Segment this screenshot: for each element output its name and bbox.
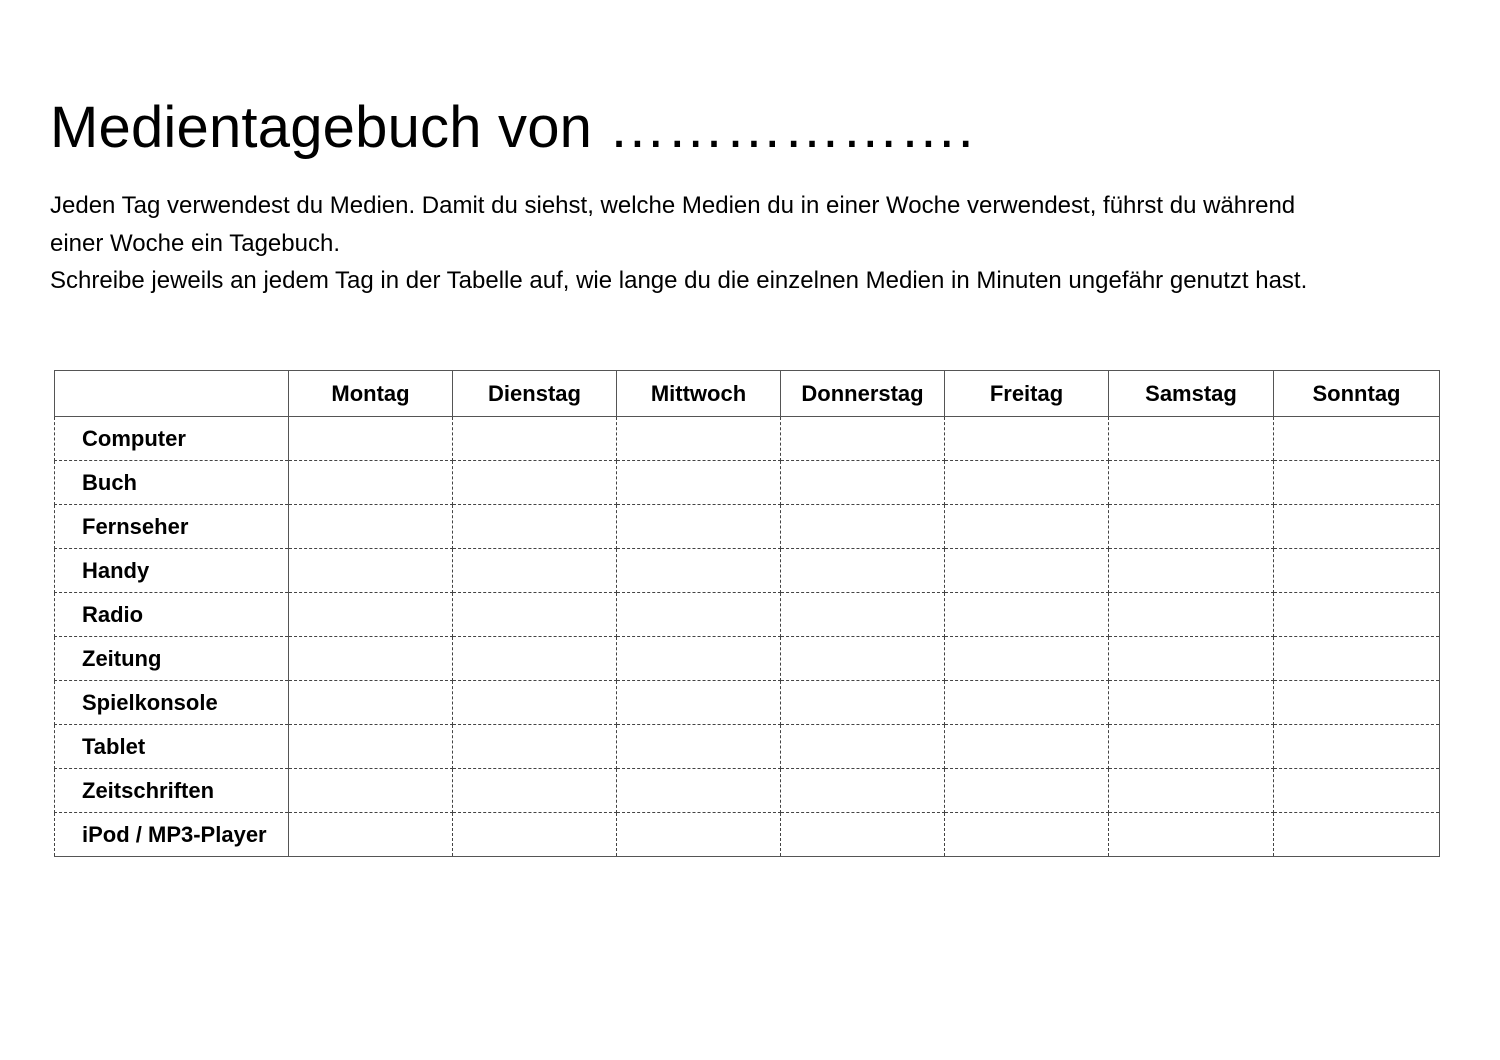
entry-cell-wednesday[interactable] — [617, 769, 781, 813]
entry-cell-thursday[interactable] — [781, 681, 945, 725]
entry-cell-sunday[interactable] — [1274, 725, 1440, 769]
entry-cell-tuesday[interactable] — [453, 637, 617, 681]
medium-label: Tablet — [55, 725, 289, 769]
entry-cell-saturday[interactable] — [1109, 505, 1274, 549]
instructions — [50, 187, 1470, 300]
table-row — [55, 725, 1440, 769]
entry-cell-saturday[interactable] — [1109, 769, 1274, 813]
header-corner-cell — [55, 371, 289, 417]
entry-cell-sunday[interactable] — [1274, 769, 1440, 813]
entry-cell-sunday[interactable] — [1274, 417, 1440, 461]
entry-cell-saturday[interactable] — [1109, 461, 1274, 505]
medium-label: Buch — [55, 461, 289, 505]
entry-cell-tuesday[interactable] — [453, 417, 617, 461]
table-row — [55, 549, 1440, 593]
entry-cell-tuesday[interactable] — [453, 725, 617, 769]
header-day-wednesday: Mittwoch — [617, 371, 781, 417]
entry-cell-thursday[interactable] — [781, 637, 945, 681]
table-row — [55, 813, 1440, 857]
document-title: Medientagebuch von ………………. — [50, 95, 974, 160]
entry-cell-saturday[interactable] — [1109, 593, 1274, 637]
entry-cell-sunday[interactable] — [1274, 461, 1440, 505]
table-row — [55, 461, 1440, 505]
entry-cell-thursday[interactable] — [781, 725, 945, 769]
entry-cell-friday[interactable] — [945, 417, 1109, 461]
entry-cell-friday[interactable] — [945, 769, 1109, 813]
entry-cell-wednesday[interactable] — [617, 505, 781, 549]
medium-label: Handy — [55, 549, 289, 593]
entry-cell-tuesday[interactable] — [453, 505, 617, 549]
medium-label: Zeitschriften — [55, 769, 289, 813]
media-diary-table — [54, 370, 1440, 857]
entry-cell-friday[interactable] — [945, 549, 1109, 593]
entry-cell-wednesday[interactable] — [617, 637, 781, 681]
entry-cell-thursday[interactable] — [781, 549, 945, 593]
entry-cell-tuesday[interactable] — [453, 813, 617, 857]
header-day-friday: Freitag — [945, 371, 1109, 417]
entry-cell-sunday[interactable] — [1274, 681, 1440, 725]
entry-cell-wednesday[interactable] — [617, 681, 781, 725]
entry-cell-saturday[interactable] — [1109, 813, 1274, 857]
entry-cell-sunday[interactable] — [1274, 549, 1440, 593]
entry-cell-saturday[interactable] — [1109, 681, 1274, 725]
entry-cell-saturday[interactable] — [1109, 549, 1274, 593]
medium-label: Radio — [55, 593, 289, 637]
medium-label: Zeitung — [55, 637, 289, 681]
instruction-line: einer Woche ein Tagebuch. — [50, 229, 340, 257]
table-row — [55, 505, 1440, 549]
header-day-tuesday: Dienstag — [453, 371, 617, 417]
entry-cell-wednesday[interactable] — [617, 417, 781, 461]
entry-cell-sunday[interactable] — [1274, 593, 1440, 637]
table-row — [55, 769, 1440, 813]
entry-cell-friday[interactable] — [945, 461, 1109, 505]
entry-cell-monday[interactable] — [289, 813, 453, 857]
entry-cell-friday[interactable] — [945, 637, 1109, 681]
entry-cell-wednesday[interactable] — [617, 593, 781, 637]
entry-cell-thursday[interactable] — [781, 417, 945, 461]
entry-cell-wednesday[interactable] — [617, 549, 781, 593]
entry-cell-monday[interactable] — [289, 769, 453, 813]
entry-cell-tuesday[interactable] — [453, 461, 617, 505]
entry-cell-tuesday[interactable] — [453, 549, 617, 593]
entry-cell-friday[interactable] — [945, 593, 1109, 637]
instruction-line: Jeden Tag verwendest du Medien. Damit du siehst, welche Medien du in einer Woche verwendest, führst du während — [50, 192, 1296, 219]
header-day-monday: Montag — [289, 371, 453, 417]
header-day-sunday: Sonntag — [1274, 371, 1440, 417]
entry-cell-thursday[interactable] — [781, 813, 945, 857]
entry-cell-thursday[interactable] — [781, 593, 945, 637]
entry-cell-wednesday[interactable] — [617, 461, 781, 505]
entry-cell-thursday[interactable] — [781, 505, 945, 549]
entry-cell-friday[interactable] — [945, 505, 1109, 549]
entry-cell-friday[interactable] — [945, 813, 1109, 857]
medium-label: Computer — [55, 417, 289, 461]
table-row — [55, 593, 1440, 637]
instruction-line: Schreibe jeweils an jedem Tag in der Tabelle auf, wie lange du die einzelnen Medien in Minuten ungefähr genutzt hast. — [50, 267, 1308, 294]
header-day-thursday: Donnerstag — [781, 371, 945, 417]
entry-cell-tuesday[interactable] — [453, 593, 617, 637]
entry-cell-monday[interactable] — [289, 417, 453, 461]
entry-cell-monday[interactable] — [289, 593, 453, 637]
entry-cell-wednesday[interactable] — [617, 725, 781, 769]
table-row — [55, 417, 1440, 461]
entry-cell-thursday[interactable] — [781, 461, 945, 505]
entry-cell-friday[interactable] — [945, 725, 1109, 769]
header-day-saturday: Samstag — [1109, 371, 1274, 417]
table-row — [55, 637, 1440, 681]
medium-label: iPod / MP3-Player — [55, 813, 289, 857]
entry-cell-sunday[interactable] — [1274, 505, 1440, 549]
entry-cell-saturday[interactable] — [1109, 637, 1274, 681]
entry-cell-monday[interactable] — [289, 505, 453, 549]
entry-cell-monday[interactable] — [289, 461, 453, 505]
medium-label: Spielkonsole — [55, 681, 289, 725]
entry-cell-saturday[interactable] — [1109, 417, 1274, 461]
medium-label: Fernseher — [55, 505, 289, 549]
entry-cell-tuesday[interactable] — [453, 681, 617, 725]
header-row — [55, 371, 1440, 417]
entry-cell-sunday[interactable] — [1274, 813, 1440, 857]
entry-cell-monday[interactable] — [289, 725, 453, 769]
entry-cell-saturday[interactable] — [1109, 725, 1274, 769]
entry-cell-tuesday[interactable] — [453, 769, 617, 813]
entry-cell-sunday[interactable] — [1274, 637, 1440, 681]
table-row — [55, 681, 1440, 725]
entry-cell-monday[interactable] — [289, 681, 453, 725]
entry-cell-thursday[interactable] — [781, 769, 945, 813]
entry-cell-friday[interactable] — [945, 681, 1109, 725]
entry-cell-monday[interactable] — [289, 637, 453, 681]
entry-cell-monday[interactable] — [289, 549, 453, 593]
table-body — [55, 417, 1440, 857]
entry-cell-wednesday[interactable] — [617, 813, 781, 857]
